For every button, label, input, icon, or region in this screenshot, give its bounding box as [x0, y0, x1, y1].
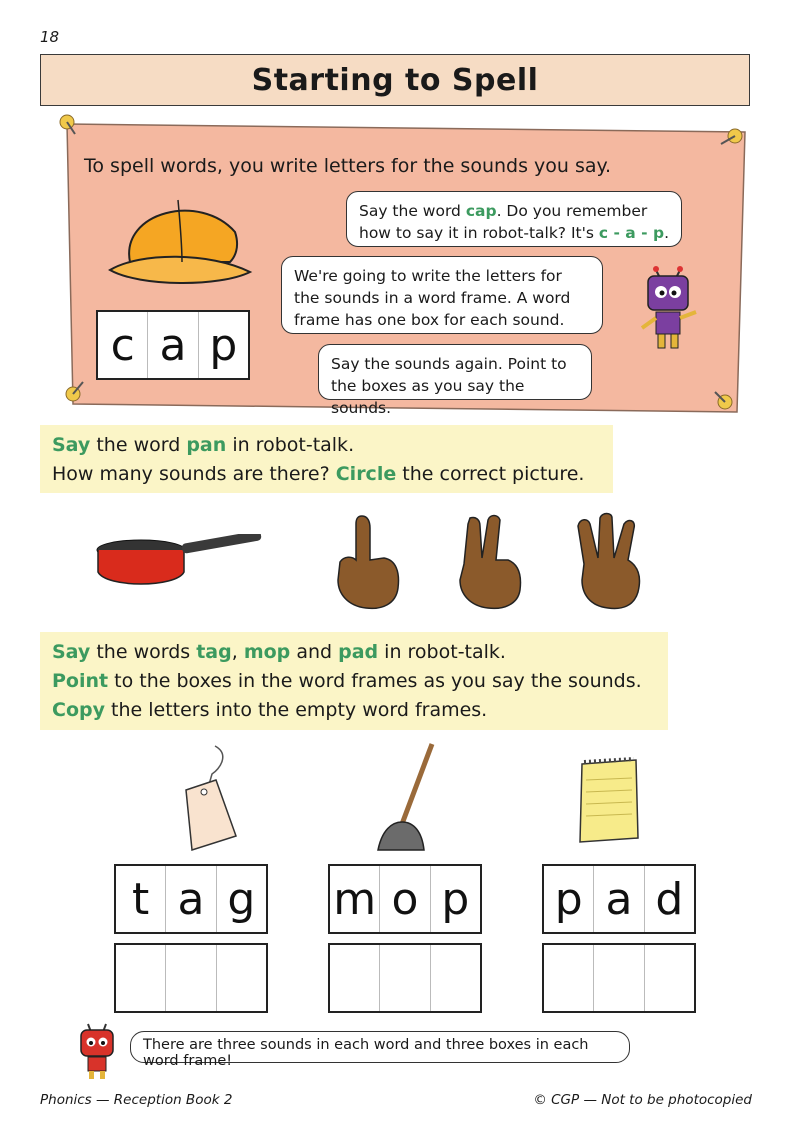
page-title-text: Starting to Spell — [251, 62, 539, 98]
small-robot-icon — [72, 1020, 122, 1080]
frame-letter: d — [655, 873, 684, 925]
instruction-keyword: pan — [186, 434, 227, 456]
empty-word-frame[interactable] — [328, 943, 482, 1013]
empty-frame-box[interactable] — [166, 945, 216, 1011]
mop-icon — [370, 740, 450, 856]
robot-icon — [636, 262, 706, 356]
frame-letter: t — [116, 866, 166, 932]
empty-frame-box[interactable] — [116, 945, 166, 1011]
footer-copyright: © CGP — Not to be photocopied — [533, 1092, 752, 1108]
tag-icon — [160, 744, 250, 854]
bubble-text: Say the word — [359, 202, 466, 220]
instruction-box-2 — [40, 632, 668, 730]
pan-icon — [96, 534, 266, 590]
instruction-box-1 — [40, 425, 613, 493]
frame-letter: m — [330, 866, 380, 932]
instruction-text: to the boxes in the word frames as you say the sounds. — [108, 670, 642, 692]
instruction-keyword: Copy — [52, 699, 105, 721]
word-frame-pad — [542, 864, 696, 934]
instruction-text: in robot-talk. — [226, 434, 355, 456]
instruction-keyword: Say — [52, 641, 91, 663]
frame-letter: a — [148, 312, 198, 378]
instruction-text: , — [231, 641, 244, 663]
instruction-text: in robot-talk. — [378, 641, 506, 663]
speech-bubble-1 — [346, 191, 682, 247]
instruction-keyword: Say — [52, 434, 91, 456]
frame-letter: g — [227, 873, 256, 925]
instruction-text: the correct picture. — [396, 463, 585, 485]
instruction-keyword: tag — [196, 641, 232, 663]
frame-letter: p — [544, 866, 594, 932]
instruction-text: How many sounds are there? — [52, 463, 336, 485]
empty-frame-box[interactable] — [594, 945, 644, 1011]
frame-letter: p — [209, 319, 238, 371]
word-frame-cap — [96, 310, 250, 380]
empty-frame-box[interactable] — [431, 945, 480, 1011]
frame-letter: p — [441, 873, 470, 925]
empty-word-frame[interactable] — [114, 943, 268, 1013]
instruction-keyword: pad — [338, 641, 379, 663]
empty-frame-box[interactable] — [380, 945, 430, 1011]
instruction-keyword: mop — [243, 641, 291, 663]
bubble-keyword: c - a - p — [598, 224, 665, 242]
instruction-text: the words — [90, 641, 197, 663]
footer-book-title: Phonics — Reception Book 2 — [40, 1092, 233, 1108]
instruction-keyword: Point — [52, 670, 109, 692]
word-frame-tag — [114, 864, 268, 934]
bubble-text: . Do you remember — [496, 202, 648, 220]
cap-icon — [100, 192, 260, 292]
word-frame-mop — [328, 864, 482, 934]
instruction-text: the letters into the empty word frames. — [104, 699, 488, 721]
bubble-text: . — [664, 224, 670, 242]
page-title — [40, 54, 750, 106]
frame-letter: a — [166, 866, 216, 932]
instruction-text: and — [290, 641, 339, 663]
instruction-keyword: Circle — [335, 463, 397, 485]
frame-letter: c — [98, 312, 148, 378]
empty-frame-box[interactable] — [544, 945, 594, 1011]
bubble-text: how to say it in robot-talk? It's — [359, 224, 599, 242]
intro-text: To spell words, you write letters for the sounds you say. — [84, 155, 612, 177]
empty-frame-box[interactable] — [330, 945, 380, 1011]
notepad-icon — [576, 756, 642, 846]
three-finger-hand-icon[interactable] — [572, 512, 648, 612]
speech-bubble-2: We're going to write the letters for the sounds in a word frame. A word frame has one box for each sound. — [281, 256, 603, 334]
one-finger-hand-icon[interactable] — [330, 512, 406, 612]
empty-word-frame[interactable] — [542, 943, 696, 1013]
empty-frame-box[interactable] — [217, 945, 266, 1011]
empty-frame-box[interactable] — [645, 945, 694, 1011]
instruction-text: the word — [90, 434, 187, 456]
frame-letter: o — [380, 866, 430, 932]
frame-letter: a — [594, 866, 644, 932]
bubble-keyword: cap — [465, 202, 497, 220]
note-bubble: There are three sounds in each word and three boxes in each word frame! — [130, 1031, 630, 1063]
speech-bubble-3: Say the sounds again. Point to the boxes as you say the sounds. — [318, 344, 592, 400]
two-finger-hand-icon[interactable] — [452, 512, 528, 612]
page-number: 18 — [40, 28, 60, 46]
